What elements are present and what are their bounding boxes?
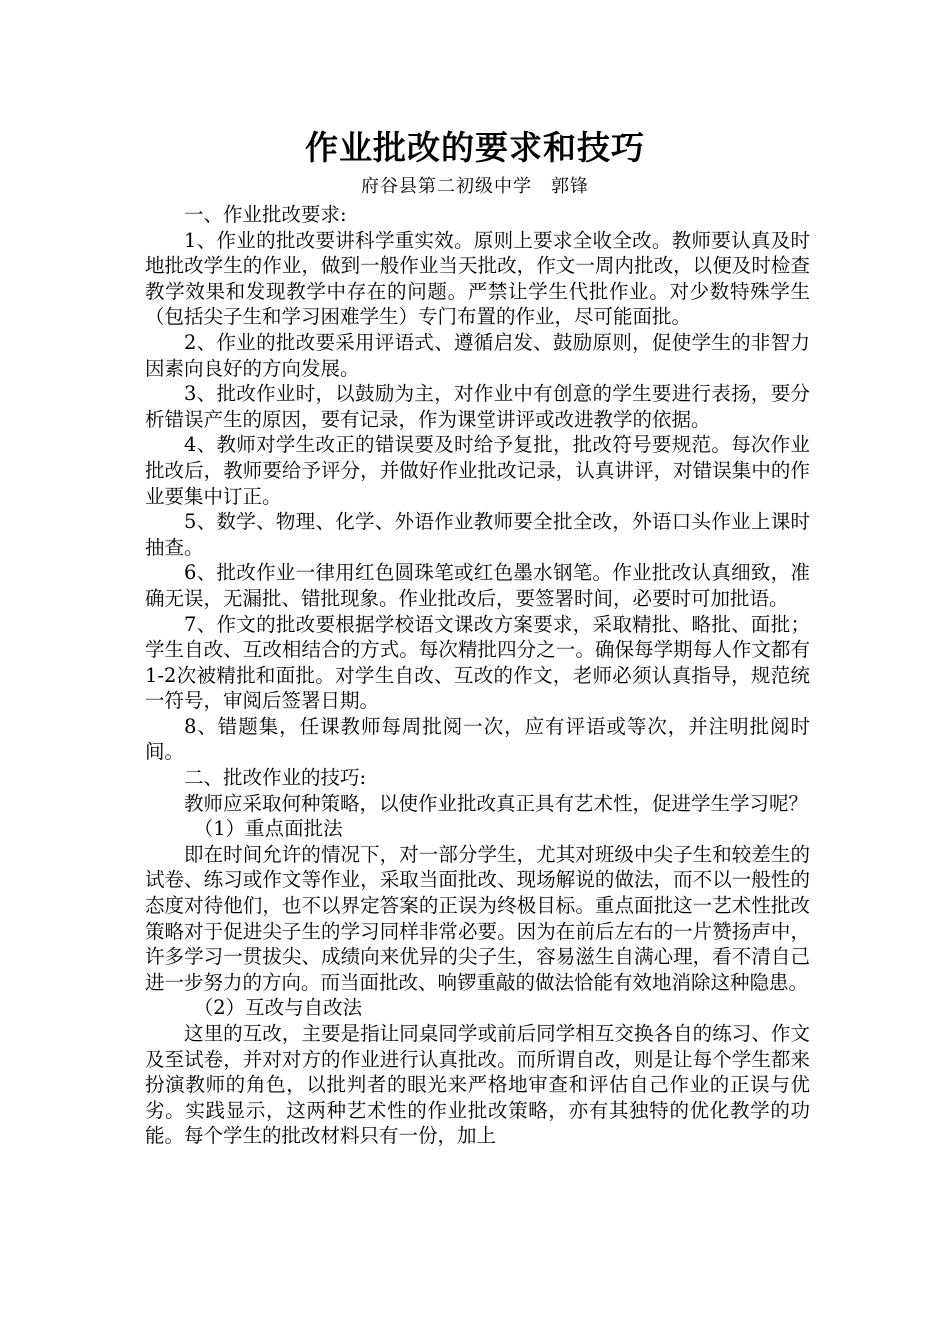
document-author: 府谷县第二初级中学 郭锋 <box>361 176 589 197</box>
document-body <box>145 202 810 1149</box>
paragraph: 5、数学、物理、化学、外语作业教师要全批全改，外语口头作业上课时抽查。 <box>145 510 810 559</box>
paragraph: 8、错题集，任课教师每周批阅一次，应有评语或等次，并注明批阅时间。 <box>145 714 810 764</box>
paragraph: 2、作业的批改要采用评语式、遵循启发、鼓励原则，促使学生的非智力因素向良好的方向发展。 <box>145 330 810 380</box>
paragraph: 这里的互改，主要是指让同桌同学或前后同学相互交换各自的练习、作文及至试卷，并对对方的作业进行认真批改。而所谓自改，则是让每个学生都来扮演教师的角色，以批判者的眼光来严格地审查和评估自己作业的正误与优劣。实践显示，这两种艺术性的作业批改策略，亦有其独特的优化教学的功能。每个学生的批改材料只有一份，加上 <box>145 1022 810 1148</box>
paragraph: 6、批改作业一律用红色圆珠笔或红色墨水钢笔。作业批改认真细致，准确无误，无漏批、错批现象。作业批改后，要签署时间，必要时可加批语。 <box>145 561 810 610</box>
subsection-heading: （2）互改与自改法 <box>193 996 363 1020</box>
paragraph: 教师应采取何种策略，以使作业批改真正具有艺术性，促进学生学习呢？ <box>184 791 809 815</box>
subsection-heading: （1）重点面批法 <box>193 817 343 841</box>
paragraph: 7、作文的批改要根据学校语文课改方案要求，采取精批、略批、面批；学生自改、互改相结合的方式。每次精批四分之一。确保每学期每人作文都有1-2次被精批和面批。对学生自改、互改的作文，老师必须认真指导，规范统一符号，审阅后签署日期。 <box>145 612 810 713</box>
paragraph: 3、批改作业时，以鼓励为主，对作业中有创意的学生要进行表扬，要分析错误产生的原因，要有记录，作为课堂讲评或改进教学的依据。 <box>145 382 810 431</box>
paragraph: 即在时间允许的情况下，对一部分学生，尤其对班级中尖子生和较差生的试卷、练习或作文等作业，采取当面批改、现场解说的做法，而不以一般性的态度对待他们，也不以界定答案的正误为终极目标。重点面批这一艺术性批改策略对于促进尖子生的学习同样非常必要。因为在前后左右的一片赞扬声中，许多学习一贯拔尖、成绩向来优异的尖子生，容易滋生自满心理，看不清自己进一步努力的方向。而当面批改、响锣重敲的做法恰能有效地消除这种隐患。 <box>145 842 810 994</box>
section-heading: 一、作业批改要求: <box>184 203 347 226</box>
paragraph: 4、教师对学生改正的错误要及时给予复批，批改符号要规范。每次作业批改后，教师要给予评分，并做好作业批改记录，认真讲评，对错误集中的作业要集中订正。 <box>145 433 810 508</box>
document-title: 作业批改的要求和技巧 <box>305 128 645 167</box>
paragraph: 1、作业的批改要讲科学重实效。原则上要求全收全改。教师要认真及时地批改学生的作业，做到一般作业当天批改，作文一周内批改，以便及时检查教学效果和发现教学中存在的问题。严禁让学生代批作业。对少数特殊学生（包括尖子生和学习困难学生）专门布置的作业，尽可能面批。 <box>145 228 810 329</box>
section-heading: 二、批改作业的技巧: <box>184 766 367 790</box>
